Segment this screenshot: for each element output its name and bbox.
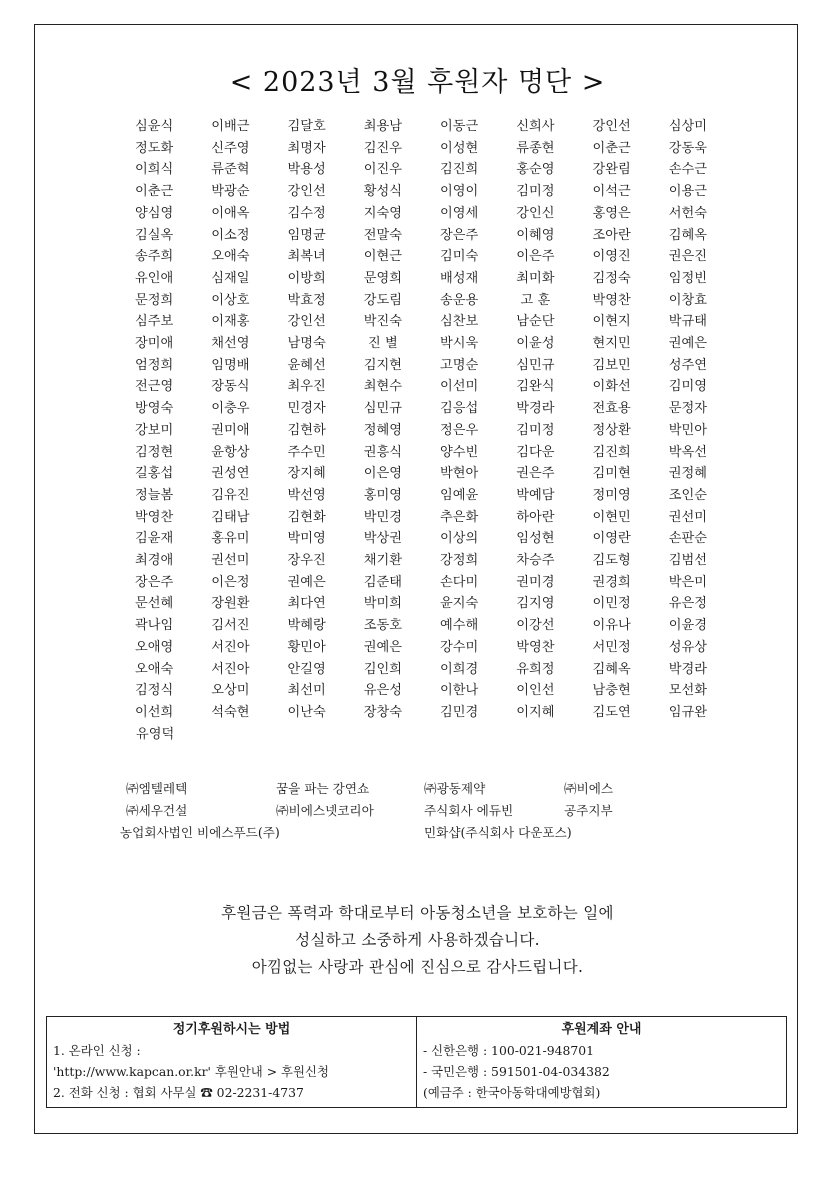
donor-name: 성주연 (668, 357, 707, 373)
donor-name: 최현수 (363, 379, 402, 395)
donor-name: 신주영 (211, 140, 250, 156)
donor-name: 김인희 (363, 661, 402, 677)
donor-name: 김미영 (668, 379, 707, 395)
donor-name: 박규태 (668, 314, 707, 330)
donor-name: 김정현 (135, 444, 174, 460)
account-holder: (예금주 : 한국아동학대예방협회) (423, 1085, 601, 1100)
donor-name: 이동근 (440, 119, 479, 134)
donor-name: 고명순 (440, 357, 479, 373)
donor-name: 장은주 (135, 574, 174, 590)
donor-name: 김준태 (363, 574, 402, 590)
company-name: 민화샵(주식회사 다운포스) (424, 825, 572, 840)
donor-name: 최미화 (516, 270, 555, 286)
donor-name: 서민정 (592, 639, 631, 655)
donor-name: 이춘근 (135, 184, 174, 200)
donor-name: 이강선 (516, 618, 555, 634)
donor-name: 박경라 (668, 661, 707, 677)
donor-name: 안길영 (287, 661, 326, 677)
donor-name: 강수미 (440, 639, 479, 655)
donor-name: 곽나임 (135, 618, 174, 634)
donor-name: 이선미 (440, 379, 479, 395)
donor-name: 강완림 (592, 162, 631, 178)
donor-name: 심찬보 (440, 314, 479, 330)
company-name: ㈜엠텔레텍 (126, 781, 188, 796)
donor-name: 김지영 (516, 596, 555, 612)
donor-name: 이민정 (592, 596, 631, 612)
donor-name: 이희경 (440, 661, 479, 677)
message-line: 성실하고 소중하게 사용하겠습니다. (295, 931, 540, 949)
donor-name: 김응섭 (440, 401, 479, 417)
donor-name: 박진숙 (363, 314, 402, 330)
donor-name: 박선영 (287, 487, 326, 503)
donor-name: 이은정 (211, 574, 250, 590)
donor-name: 남순단 (516, 314, 555, 330)
donor-name: 서진아 (211, 661, 250, 677)
donor-name: 이영진 (592, 249, 631, 265)
donor-name: 강인선 (287, 184, 326, 200)
donor-name: 주수민 (287, 444, 326, 460)
company-row (126, 800, 726, 822)
donor-name: 예수해 (440, 618, 479, 634)
donor-name: 김완식 (516, 379, 555, 395)
donor-name: 이지혜 (516, 704, 555, 720)
donor-name: 이애옥 (211, 205, 250, 221)
donor-name: 심민규 (516, 357, 555, 373)
online-signup: 1. 온라인 신청 : (53, 1043, 141, 1058)
donor-name: 추은화 (440, 509, 479, 525)
donor-name: 민경자 (287, 401, 326, 417)
donor-name: 김정숙 (592, 270, 631, 286)
donor-name: 방영숙 (135, 401, 174, 417)
donor-name: 오상미 (211, 683, 250, 699)
donor-name: 손다미 (440, 574, 479, 590)
donor-name: 이한나 (440, 683, 479, 699)
regular-donation-section (47, 1017, 417, 1107)
donor-name: 이방희 (287, 270, 326, 286)
company-name: ㈜광동제약 (424, 781, 486, 796)
donor-name: 권선미 (211, 553, 250, 569)
donor-name: 문정자 (668, 401, 707, 417)
company-name: 꿈을 파는 강연쇼 (276, 781, 370, 796)
donor-name: 임정빈 (668, 270, 707, 286)
bank-account-section (417, 1017, 786, 1107)
donor-name: 이성현 (440, 140, 479, 156)
donor-name: 이소정 (211, 227, 250, 243)
donor-name: 임규완 (668, 704, 707, 720)
donor-name: 임명균 (287, 227, 326, 243)
donor-name: 권정혜 (668, 466, 707, 482)
company-name: 주식회사 에듀빈 (424, 803, 514, 818)
donor-name: 김진우 (363, 140, 402, 156)
donor-name: 조동호 (363, 618, 402, 634)
donor-name: 조인순 (668, 487, 707, 503)
donor-name: 전말숙 (363, 227, 402, 243)
donor-name: 박미영 (287, 531, 326, 547)
donor-name: 정상환 (592, 422, 631, 438)
donor-name: 문선혜 (135, 596, 174, 612)
donor-name: 채기환 (363, 553, 402, 569)
donor-name: 박용성 (287, 162, 326, 178)
donor-name: 남충현 (592, 683, 631, 699)
donor-name: 최복녀 (287, 249, 326, 265)
donor-name: 권선미 (668, 509, 707, 525)
donor-name: 권예은 (668, 336, 707, 352)
donor-name: 권예은 (287, 574, 326, 590)
donor-name: 현지민 (592, 336, 631, 352)
donor-name: 김도연 (592, 704, 631, 720)
donor-name: 전효용 (592, 401, 631, 417)
donor-name: 최명자 (287, 140, 326, 156)
donor-name: 박영찬 (516, 639, 555, 655)
donor-name: 서진아 (211, 639, 250, 655)
page-title: < 2023년 3월 후원자 명단 > (229, 67, 606, 98)
donor-name: 유은성 (363, 683, 402, 699)
donor-name: 이배근 (211, 119, 250, 134)
donor-name: 심윤식 (135, 119, 174, 134)
donor-name: 이은영 (363, 466, 402, 482)
donor-name: 장창숙 (363, 704, 402, 720)
donor-name: 강보미 (135, 422, 174, 438)
donor-name: 김미숙 (440, 249, 479, 265)
donor-name: 성유상 (668, 639, 707, 655)
donor-name: 오애숙 (211, 249, 250, 265)
donor-name: 이현지 (592, 314, 631, 330)
message-line: 후원금은 폭력과 학대로부터 아동청소년을 보호하는 일에 (221, 904, 614, 922)
donor-name: 최다연 (287, 596, 326, 612)
donor-name: 길홍섭 (135, 466, 174, 482)
donor-name: 김지현 (363, 357, 402, 373)
donor-name: 이화선 (592, 379, 631, 395)
company-name: ㈜세우건설 (126, 803, 188, 818)
donor-name: 이인선 (516, 683, 555, 699)
donor-name: 이충우 (211, 401, 250, 417)
donor-name: 박효정 (287, 292, 326, 308)
donor-name: 문영희 (363, 270, 402, 286)
donor-name: 송주희 (135, 249, 174, 265)
donor-name: 유은정 (668, 596, 707, 612)
donor-name: 이윤성 (516, 336, 555, 352)
donor-name: 임성현 (516, 531, 555, 547)
donor-name: 박옥선 (668, 444, 707, 460)
donor-name: 김현하 (287, 422, 326, 438)
shinhan-account: - 신한은행 : 100-021-948701 (423, 1043, 595, 1058)
donor-name: 김미정 (516, 422, 555, 438)
phone-signup: 2. 전화 신청 : 협회 사무실 ☎ 02-2231-4737 (53, 1085, 304, 1100)
donor-name: 손수근 (668, 162, 707, 178)
donor-name: 박광순 (211, 184, 250, 200)
donor-name: 장미애 (135, 336, 174, 352)
donor-name: 전근영 (135, 379, 174, 395)
donor-name: 오애숙 (135, 661, 174, 677)
donor-name: 김실옥 (135, 227, 174, 243)
donor-name: 박영찬 (135, 509, 174, 525)
donor-name: 장은주 (440, 227, 479, 243)
donor-name: 이희식 (135, 162, 174, 178)
donor-name: 모선화 (668, 683, 707, 699)
donor-name: 신희사 (516, 119, 555, 134)
donor-name: 이재홍 (211, 314, 250, 330)
donor-name: 심재일 (211, 270, 250, 286)
donor-name: 유영덕 (136, 726, 175, 742)
donor-name: 윤항상 (211, 444, 250, 460)
donor-name: 정도화 (135, 140, 174, 156)
donor-name: 박민아 (668, 422, 707, 438)
donor-name: 김범선 (668, 553, 707, 569)
donor-name: 김보민 (592, 357, 631, 373)
donor-name: 황성식 (363, 184, 402, 200)
donor-name: 류종현 (516, 140, 555, 156)
donor-name: 엄정희 (135, 357, 174, 373)
donor-name: 하아란 (516, 509, 555, 525)
donor-name: 최우진 (287, 379, 326, 395)
donor-name: 홍미영 (363, 487, 402, 503)
donor-name: 유인애 (135, 270, 174, 286)
donor-name: 김윤재 (135, 531, 174, 547)
donor-name: 지숙영 (363, 205, 402, 221)
donor-name: 권미애 (211, 422, 250, 438)
donor-name: 차승주 (516, 553, 555, 569)
donor-name: 장원환 (211, 596, 250, 612)
donor-name: 권은진 (668, 249, 707, 265)
donor-name: 이용근 (668, 184, 707, 200)
donor-name: 권은주 (516, 466, 555, 482)
donor-name: 정늘봄 (135, 487, 174, 503)
donor-name: 김다운 (516, 444, 555, 460)
donor-name: 조아란 (592, 227, 631, 243)
donor-name: 홍유미 (211, 531, 250, 547)
donor-name: 이혜영 (516, 227, 555, 243)
donor-name: 박시욱 (440, 336, 479, 352)
donor-name: 이유나 (592, 618, 631, 634)
donor-name: 박경라 (516, 401, 555, 417)
donor-name: 심민규 (363, 401, 402, 417)
donor-name: 김미현 (592, 466, 631, 482)
donor-name: 박민경 (363, 509, 402, 525)
donor-name: 이상호 (211, 292, 250, 308)
donor-name: 양심영 (135, 205, 174, 221)
donor-name: 이난숙 (287, 704, 326, 720)
donor-name: 박혜랑 (287, 618, 326, 634)
donor-name: 박예담 (516, 487, 555, 503)
donor-name: 윤지숙 (440, 596, 479, 612)
donor-name: 김진희 (592, 444, 631, 460)
donor-name: 임명배 (211, 357, 250, 373)
donor-name: 장우진 (287, 553, 326, 569)
donor-name: 권흥식 (363, 444, 402, 460)
donor-name: 서헌숙 (668, 205, 707, 221)
donor-name: 최경애 (135, 553, 174, 569)
donor-name: 이윤경 (668, 618, 707, 634)
donor-name: 박상권 (363, 531, 402, 547)
donor-name: 정은우 (440, 422, 479, 438)
company-row (120, 822, 726, 844)
donor-name: 홍순영 (516, 162, 555, 178)
thank-you-message (0, 900, 835, 981)
donor-name: 김정식 (135, 683, 174, 699)
donor-name: 이현민 (592, 509, 631, 525)
donor-name: 박현아 (440, 466, 479, 482)
donor-name: 임예윤 (440, 487, 479, 503)
donor-name: 장지혜 (287, 466, 326, 482)
donor-name: 남명숙 (287, 336, 326, 352)
donor-name: 황민아 (287, 639, 326, 655)
donor-name: 이영이 (440, 184, 479, 200)
donor-name: 박은미 (668, 574, 707, 590)
donor-name: 권미경 (516, 574, 555, 590)
donor-name: 권성연 (211, 466, 250, 482)
donor-name: 이은주 (516, 249, 555, 265)
donor-name: 최용남 (363, 119, 402, 134)
donor-name: 김진희 (440, 162, 479, 178)
donor-name: 정혜영 (363, 422, 402, 438)
donor-name: 강정희 (440, 553, 479, 569)
donor-name: 권예은 (363, 639, 402, 655)
donor-name: 송운용 (440, 292, 479, 308)
donor-name: 김서진 (211, 618, 250, 634)
donor-name: 심주보 (135, 314, 174, 330)
donor-name: 홍영은 (592, 205, 631, 221)
donor-name: 진 별 (368, 336, 398, 352)
donor-name: 이영란 (592, 531, 631, 547)
online-signup-url: 'http://www.kapcan.or.kr' 후원안내 > 후원신청 (53, 1064, 329, 1079)
donor-name: 문정희 (135, 292, 174, 308)
bank-account-heading: 후원계좌 안내 (561, 1022, 642, 1037)
donor-name: 이선희 (135, 704, 174, 720)
donor-name: 김민경 (440, 704, 479, 720)
donor-name: 권경희 (592, 574, 631, 590)
donor-name: 김달호 (287, 119, 326, 134)
company-name: ㈜비에스 (564, 781, 614, 796)
donor-name: 이춘근 (592, 140, 631, 156)
donor-name: 양수빈 (440, 444, 479, 460)
donor-name: 유희정 (516, 661, 555, 677)
donor-name: 정미영 (592, 487, 631, 503)
donor-name: 이진우 (363, 162, 402, 178)
donor-name: 김혜옥 (592, 661, 631, 677)
donor-name: 강인선 (287, 314, 326, 330)
donor-name: 윤혜선 (287, 357, 326, 373)
donor-name: 강동욱 (668, 140, 707, 156)
donor-name: 채선영 (211, 336, 250, 352)
regular-donation-heading: 정기후원하시는 방법 (172, 1022, 291, 1037)
donor-name: 이석근 (592, 184, 631, 200)
donor-name: 김유진 (211, 487, 250, 503)
donor-name: 강도림 (363, 292, 402, 308)
donor-name: 장동식 (211, 379, 250, 395)
donor-name: 최선미 (287, 683, 326, 699)
company-name: ㈜비에스넷코리아 (276, 803, 374, 818)
company-donor-list (120, 778, 726, 844)
donor-name: 이현근 (363, 249, 402, 265)
kookmin-account: - 국민은행 : 591501-04-034382 (423, 1064, 610, 1079)
donor-name: 심상미 (668, 119, 707, 134)
donor-name: 김현화 (287, 509, 326, 525)
donation-info-box (46, 1016, 787, 1108)
donor-name: 손판순 (668, 531, 707, 547)
donor-name: 오애영 (135, 639, 174, 655)
company-name: 공주지부 (564, 803, 613, 818)
donor-name: 이영세 (440, 205, 479, 221)
donor-name: 김도형 (592, 553, 631, 569)
donor-name: 김미정 (516, 184, 555, 200)
donor-name: 이창효 (668, 292, 707, 308)
donor-list (116, 116, 726, 745)
donor-name: 강인선 (592, 119, 631, 134)
donor-name: 강인신 (516, 205, 555, 221)
donor-name: 배성재 (440, 270, 479, 286)
donor-name: 고 훈 (520, 292, 551, 308)
donor-name: 이상의 (440, 531, 479, 547)
donor-name: 김수정 (287, 205, 326, 221)
company-row (126, 778, 726, 800)
donor-name: 류준혁 (211, 162, 250, 178)
message-line: 아낌없는 사랑과 관심에 진심으로 감사드립니다. (251, 958, 584, 976)
donor-name: 석숙현 (211, 704, 250, 720)
donor-name: 박영찬 (592, 292, 631, 308)
company-name: 농업회사법인 비에스푸드(주) (120, 825, 280, 840)
donor-name: 김태남 (211, 509, 250, 525)
donor-name: 박미희 (363, 596, 402, 612)
donor-name: 김혜옥 (668, 227, 707, 243)
